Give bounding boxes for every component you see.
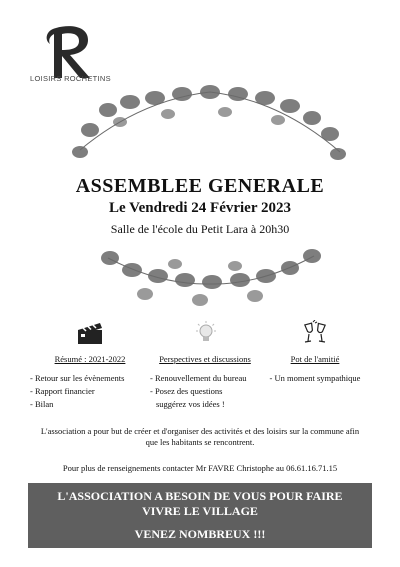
list-item: - Rapport financier — [30, 386, 95, 396]
clapperboard-icon — [75, 320, 105, 346]
list-item: - Renouvellement du bureau — [150, 373, 247, 383]
list-item: - Un moment sympathique — [269, 373, 361, 383]
column-resume — [30, 320, 160, 412]
logo-mark-icon — [30, 22, 130, 82]
column-list — [30, 373, 160, 410]
lightbulb-icon — [195, 320, 217, 346]
association-purpose: L'association a pour but de créer et d'organiser des activités et des loisirs sur la commune afin que les habitants se rencontrent. — [40, 426, 360, 447]
logo-text: LOISIRS ROCHETINS — [30, 74, 111, 83]
banner-line: VENEZ NOMBREUX !!! — [134, 527, 266, 541]
list-item: - Retour sur les évènements — [30, 373, 125, 383]
column-heading: Pot de l'amitié — [290, 354, 340, 364]
call-to-action-banner — [28, 483, 372, 548]
banner-line: L'ASSOCIATION A BESOIN DE VOUS POUR FAIRE — [57, 489, 343, 503]
event-place: Salle de l'école du Petit Lara à 20h30 — [110, 222, 290, 236]
banner-line: VIVRE LE VILLAGE — [142, 504, 258, 518]
list-item: - Posez des questions — [150, 386, 223, 396]
column-pot — [260, 320, 390, 386]
column-heading: Perspectives et discussions — [159, 354, 251, 364]
contact-info: Pour plus de renseignements contacter Mr FAVRE Christophe au 06.61.16.71.15 — [62, 463, 338, 473]
wine-glasses-icon — [302, 320, 328, 346]
list-item: - Bilan — [30, 399, 54, 409]
event-title: ASSEMBLEE GENERALE — [75, 175, 325, 197]
event-date: Le Vendredi 24 Février 2023 — [109, 200, 291, 216]
column-list — [260, 373, 370, 384]
column-heading: Résumé : 2021-2022 — [54, 354, 126, 364]
list-item: suggérez vos idées ! — [156, 399, 225, 409]
